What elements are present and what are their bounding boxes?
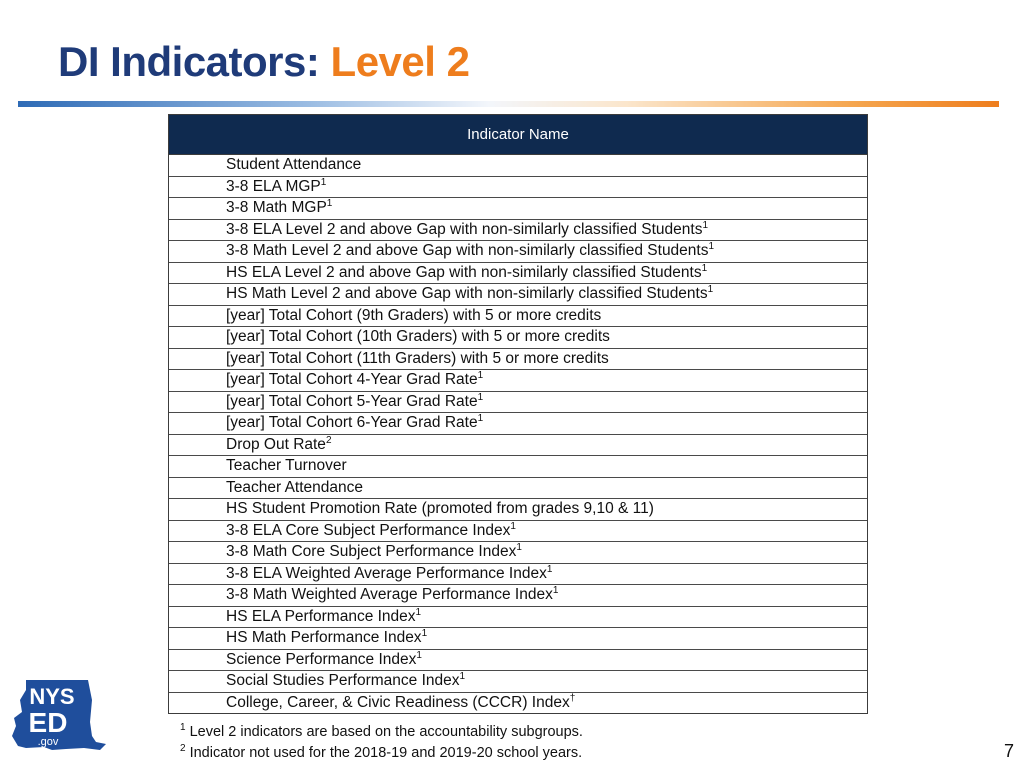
footnote-marker: 1 <box>421 627 428 639</box>
table-row <box>169 348 867 370</box>
indicator-name: 3-8 Math Core Subject Performance Index <box>226 543 517 560</box>
table-row <box>169 155 867 176</box>
table-row <box>169 412 867 434</box>
indicator-name: 3-8 Math Weighted Average Performance Index <box>226 586 553 603</box>
footnote-marker: 1 <box>701 262 708 274</box>
table-row <box>169 455 867 477</box>
indicator-name: [year] Total Cohort 6-Year Grad Rate <box>226 414 478 431</box>
indicator-name: College, Career, & Civic Readiness (CCCR) Index <box>226 693 570 711</box>
footnote-marker: 1 <box>702 219 709 231</box>
footnote-marker: 1 <box>416 649 422 661</box>
footnotes <box>180 722 583 764</box>
table-row <box>169 498 867 520</box>
footnote-marker: 1 <box>415 606 422 618</box>
table-body <box>169 155 867 713</box>
footnote-number: 2 <box>180 743 186 755</box>
indicator-name: Science Performance Index <box>226 650 417 668</box>
indicator-name: Teacher Attendance <box>226 478 364 496</box>
footnote-marker: 1 <box>546 563 553 575</box>
logo-line-2: ED <box>28 707 68 738</box>
footnote-marker: 1 <box>320 176 327 188</box>
table-row <box>169 219 867 241</box>
footnote <box>180 743 583 764</box>
table-row <box>169 305 867 327</box>
footnote-marker: 1 <box>477 412 484 424</box>
indicator-name: Teacher Turnover <box>226 457 347 474</box>
table-row <box>169 649 867 671</box>
footnote-marker: 1 <box>552 584 559 596</box>
indicator-name: [year] Total Cohort (10th Graders) with 5 or more credits <box>226 328 610 345</box>
indicator-name: HS ELA Performance Index <box>226 607 416 625</box>
table-row <box>169 283 867 305</box>
table-row <box>169 606 867 628</box>
footnote-marker: 1 <box>516 541 522 553</box>
indicator-name: 3-8 ELA Core Subject Performance Index <box>226 521 511 539</box>
table-row <box>169 670 867 692</box>
indicator-name: 3-8 Math MGP <box>226 199 327 216</box>
indicator-name: 3-8 ELA Weighted Average Performance Index <box>226 564 547 582</box>
table-header: Indicator Name <box>169 115 867 155</box>
table-row <box>169 692 867 714</box>
indicator-name: [year] Total Cohort (9th Graders) with 5 or more credits <box>226 306 602 324</box>
footnote-number: 1 <box>180 722 186 734</box>
indicator-name: HS Math Performance Index <box>226 629 422 646</box>
indicator-name: [year] Total Cohort 4-Year Grad Rate <box>226 371 478 388</box>
indicator-name: 3-8 ELA MGP <box>226 177 321 195</box>
table-row <box>169 541 867 563</box>
table-row <box>169 391 867 413</box>
indicator-name: [year] Total Cohort (11th Graders) with 5 or more credits <box>226 349 609 367</box>
table-row <box>169 584 867 606</box>
indicator-table <box>168 114 868 714</box>
footnote-text: Level 2 indicators are based on the accountability subgroups. <box>189 724 583 740</box>
table-row <box>169 326 867 348</box>
table-row <box>169 563 867 585</box>
table-row <box>169 520 867 542</box>
table-row <box>169 369 867 391</box>
table-row <box>169 477 867 499</box>
table-row <box>169 262 867 284</box>
slide-title <box>58 38 469 86</box>
table-row <box>169 176 867 198</box>
page-number: 7 <box>1003 741 1014 761</box>
table-row <box>169 434 867 456</box>
footnote-marker: 1 <box>477 369 484 381</box>
logo-line-1: NYS <box>29 684 75 709</box>
footnote-marker: 1 <box>326 197 333 209</box>
indicator-name: Student Attendance <box>226 156 362 173</box>
table-row <box>169 627 867 649</box>
table-row <box>169 197 867 219</box>
footnote-marker: 1 <box>707 283 714 295</box>
indicator-name: [year] Total Cohort 5-Year Grad Rate <box>226 392 478 410</box>
footnote-text: Indicator not used for the 2018-19 and 2019-20 school years. <box>189 745 583 761</box>
footnote-marker: 1 <box>459 670 466 682</box>
footnote <box>180 722 583 743</box>
indicator-name: HS Math Level 2 and above Gap with non-similarly classified Students <box>226 285 708 302</box>
indicator-name: HS ELA Level 2 and above Gap with non-similarly classified Students <box>226 263 702 281</box>
indicator-name: 3-8 Math Level 2 and above Gap with non-similarly classified Students <box>226 242 709 259</box>
indicator-name: 3-8 ELA Level 2 and above Gap with non-similarly classified Students <box>226 220 703 238</box>
nysed-logo <box>4 676 108 756</box>
indicator-name: HS Student Promotion Rate (promoted from grades 9,10 & 11) <box>226 500 654 517</box>
logo-line-3: .gov <box>37 736 59 748</box>
footnote-marker: 2 <box>325 434 332 446</box>
slide-title-main: DI Indicators: <box>58 38 320 85</box>
footnote-marker: 1 <box>477 391 484 403</box>
footnote-marker: 1 <box>510 520 516 532</box>
indicator-name: Drop Out Rate <box>226 435 326 453</box>
footnote-marker: † <box>569 692 576 704</box>
title-divider <box>18 101 999 107</box>
footnote-marker: 1 <box>708 240 715 252</box>
slide-title-accent: Level 2 <box>330 38 470 85</box>
indicator-name: Social Studies Performance Index <box>226 672 460 689</box>
table-row <box>169 240 867 262</box>
